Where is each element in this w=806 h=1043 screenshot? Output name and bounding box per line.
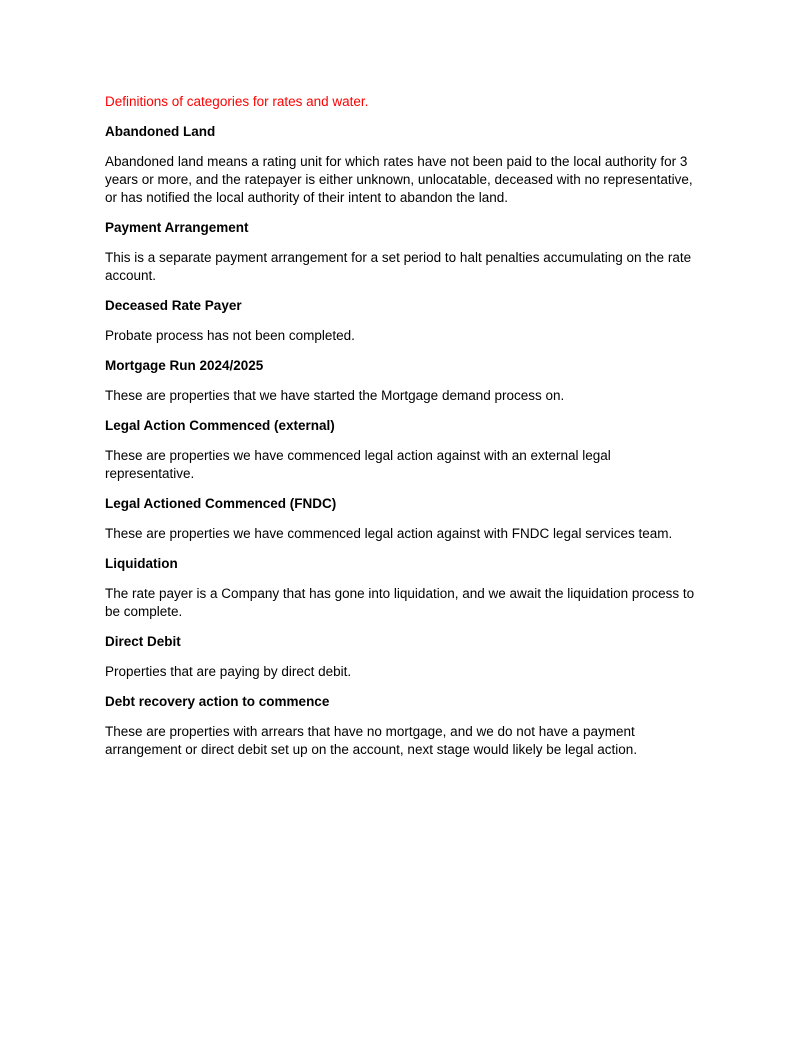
- heading-liquidation: Liquidation: [105, 556, 178, 571]
- document-page: [105, 93, 705, 771]
- document-intro: Definitions of categories for rates and water.: [105, 94, 369, 109]
- body-mortgage-run: These are properties that we have started the Mortgage demand process on.: [105, 388, 565, 403]
- heading-mortgage-run: Mortgage Run 2024/2025: [105, 358, 264, 373]
- heading-payment-arrangement: Payment Arrangement: [105, 220, 249, 235]
- heading-debt-recovery: Debt recovery action to commence: [105, 694, 330, 709]
- body-abandoned-land: Abandoned land means a rating unit for which rates have not been paid to the local authority for 3 years or more, and the ratepayer is either unknown, unlocatable, deceased with no representative, or has notified the local authority of their intent to abandon the land.: [105, 154, 693, 205]
- body-direct-debit: Properties that are paying by direct debit.: [105, 664, 352, 679]
- heading-legal-action-fndc: Legal Actioned Commenced (FNDC): [105, 496, 337, 511]
- body-liquidation: The rate payer is a Company that has gone into liquidation, and we await the liquidation process to be complete.: [105, 586, 695, 619]
- body-legal-action-external: These are properties we have commenced legal action against with an external legal representative.: [105, 448, 611, 481]
- heading-abandoned-land: Abandoned Land: [105, 124, 216, 139]
- heading-deceased-rate-payer: Deceased Rate Payer: [105, 298, 242, 313]
- body-legal-action-fndc: These are properties we have commenced legal action against with FNDC legal services team.: [105, 526, 673, 541]
- body-payment-arrangement: This is a separate payment arrangement for a set period to halt penalties accumulating on the rate account.: [105, 250, 692, 283]
- body-deceased-rate-payer: Probate process has not been completed.: [105, 328, 355, 343]
- heading-direct-debit: Direct Debit: [105, 634, 181, 649]
- body-debt-recovery: These are properties with arrears that have no mortgage, and we do not have a payment arrangement or direct debit set up on the account, next stage would likely be legal action.: [105, 724, 638, 757]
- heading-legal-action-external: Legal Action Commenced (external): [105, 418, 335, 433]
